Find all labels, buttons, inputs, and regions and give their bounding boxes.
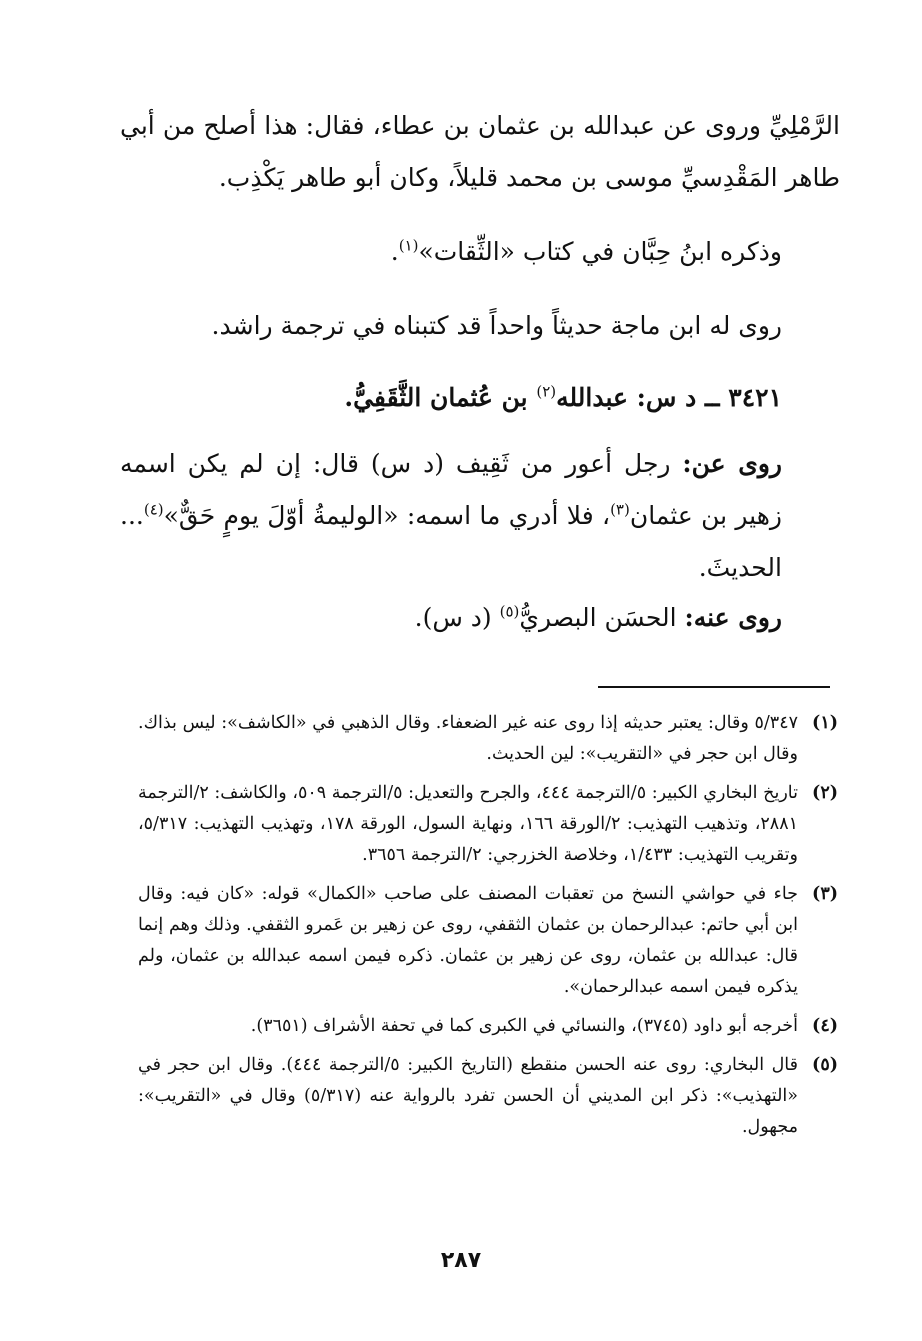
paragraph-6-text: الحسَن البصريُّ bbox=[519, 603, 685, 632]
entry-name: بن عُثمان الثَّقَفِيُّ. bbox=[344, 383, 537, 412]
footnote-3 bbox=[138, 879, 838, 1003]
paragraph-5-part-3: ... الحديثَ. bbox=[120, 501, 782, 582]
footnote-2 bbox=[138, 778, 838, 871]
footnote-divider bbox=[598, 686, 830, 688]
footnote-5 bbox=[138, 1050, 838, 1143]
entry-heading bbox=[120, 372, 840, 424]
footnote-ref-2: (٢) bbox=[536, 382, 557, 401]
footnote-text: جاء في حواشي النسخ من تعقبات المصنف على صاحب «الكمال» قوله: «كان فيه: وقال ابن أبي حاتم: عبدالرحمان بن عثمان الثقفي، روى عن زهير بن عَمرو الثقفي. وذلك وهم إنما قال: عبدالله بن عثمان، روى عن زهير بن عثمان. ذكره فيمن اسمه عبدالله بن عثمان، ولم يذكره فيمن اسمه عبدالرحمان». bbox=[138, 884, 798, 997]
footnote-ref-3: (٣) bbox=[610, 500, 630, 519]
footnote-text: ٥/٣٤٧ وقال: يعتبر حديثه إذا روى عنه غير الضعفاء. وقال الذهبي في «الكاشف»: ليس بذاك. وقال ابن حجر في «التقريب»: لين الحديث. bbox=[138, 713, 798, 764]
paragraph-3: روى له ابن ماجة حديثاً واحداً قد كتبناه في ترجمة راشد. bbox=[211, 311, 782, 340]
entry-number: ٣٤٢١ ــ د س: عبدالله bbox=[556, 383, 782, 412]
footnote-number: (٥) bbox=[812, 1055, 838, 1075]
paragraph-2-text: وذكره ابنُ حِبَّان في كتاب «الثِّقات» bbox=[418, 237, 782, 266]
footnote-number: (٣) bbox=[812, 884, 838, 904]
footnote-4 bbox=[138, 1011, 838, 1042]
paragraph-6-end: (د س). bbox=[414, 603, 500, 632]
footnote-text: تاريخ البخاري الكبير: ٥/الترجمة ٤٤٤، والجرح والتعديل: ٥/الترجمة ٥٠٩، والكاشف: ٢/الترجمة ٢٨٨١، وتذهيب التهذيب: ٢/الورقة ١٦٦، ونهاية السول، الورقة ١٧٨، وتهذيب التهذيب: ٥/٣١٧، وتقريب التهذيب: ١/٤٣٣، وخلاصة الخزرجي: ٢/الترجمة ٣٦٥٦. bbox=[138, 783, 798, 865]
paragraph-5-part-2: ، فلا أدري ما اسمه: «الوليمةُ أوّلَ يومٍ حَقٌّ» bbox=[163, 501, 611, 530]
paragraph-6 bbox=[120, 592, 840, 644]
footnote-1 bbox=[138, 708, 838, 770]
paragraph-1: الرَّمْلِيِّ وروى عن عبدالله بن عثمان بن عطاء، فقال: هذا أصلح من أبي طاهر المَقْدِسيِّ موسى بن محمد قليلاً، وكان أبو طاهر يَكْذِب. bbox=[120, 111, 840, 192]
page-number: ٢٨٧ bbox=[440, 1248, 482, 1273]
footnote-number: (١) bbox=[812, 713, 838, 733]
narrated-by-label: روى عنه: bbox=[684, 603, 782, 632]
footnotes bbox=[138, 708, 838, 1151]
footnote-number: (٤) bbox=[812, 1016, 838, 1036]
paragraph-5 bbox=[120, 438, 840, 594]
paragraph-2-end: . bbox=[390, 237, 399, 266]
footnote-text: قال البخاري: روى عنه الحسن منقطع (التاريخ الكبير: ٥/الترجمة ٤٤٤). وقال ابن حجر في «التهذيب»: ذكر ابن المديني أن الحسن تفرد بالرواية عنه (٥/٣١٧) وقال في «التقريب»: مجهول. bbox=[138, 1055, 798, 1137]
footnote-number: (٢) bbox=[812, 783, 838, 803]
footnote-ref-4: (٤) bbox=[143, 500, 164, 519]
paragraph-2 bbox=[120, 226, 840, 278]
footnote-ref-1: (١) bbox=[398, 236, 419, 255]
footnote-text: أخرجه أبو داود (٣٧٤٥)، والنسائي في الكبرى كما في تحفة الأشراف (٣٦٥١). bbox=[250, 1016, 798, 1036]
footnote-ref-5: (٥) bbox=[499, 602, 520, 621]
narrated-from-label: روى عن: bbox=[682, 449, 782, 478]
paragraph-5-part-1: رجل أعور من ثَقِيف (د س) قال: إن لم يكن اسمه زهير بن عثمان bbox=[120, 449, 782, 530]
